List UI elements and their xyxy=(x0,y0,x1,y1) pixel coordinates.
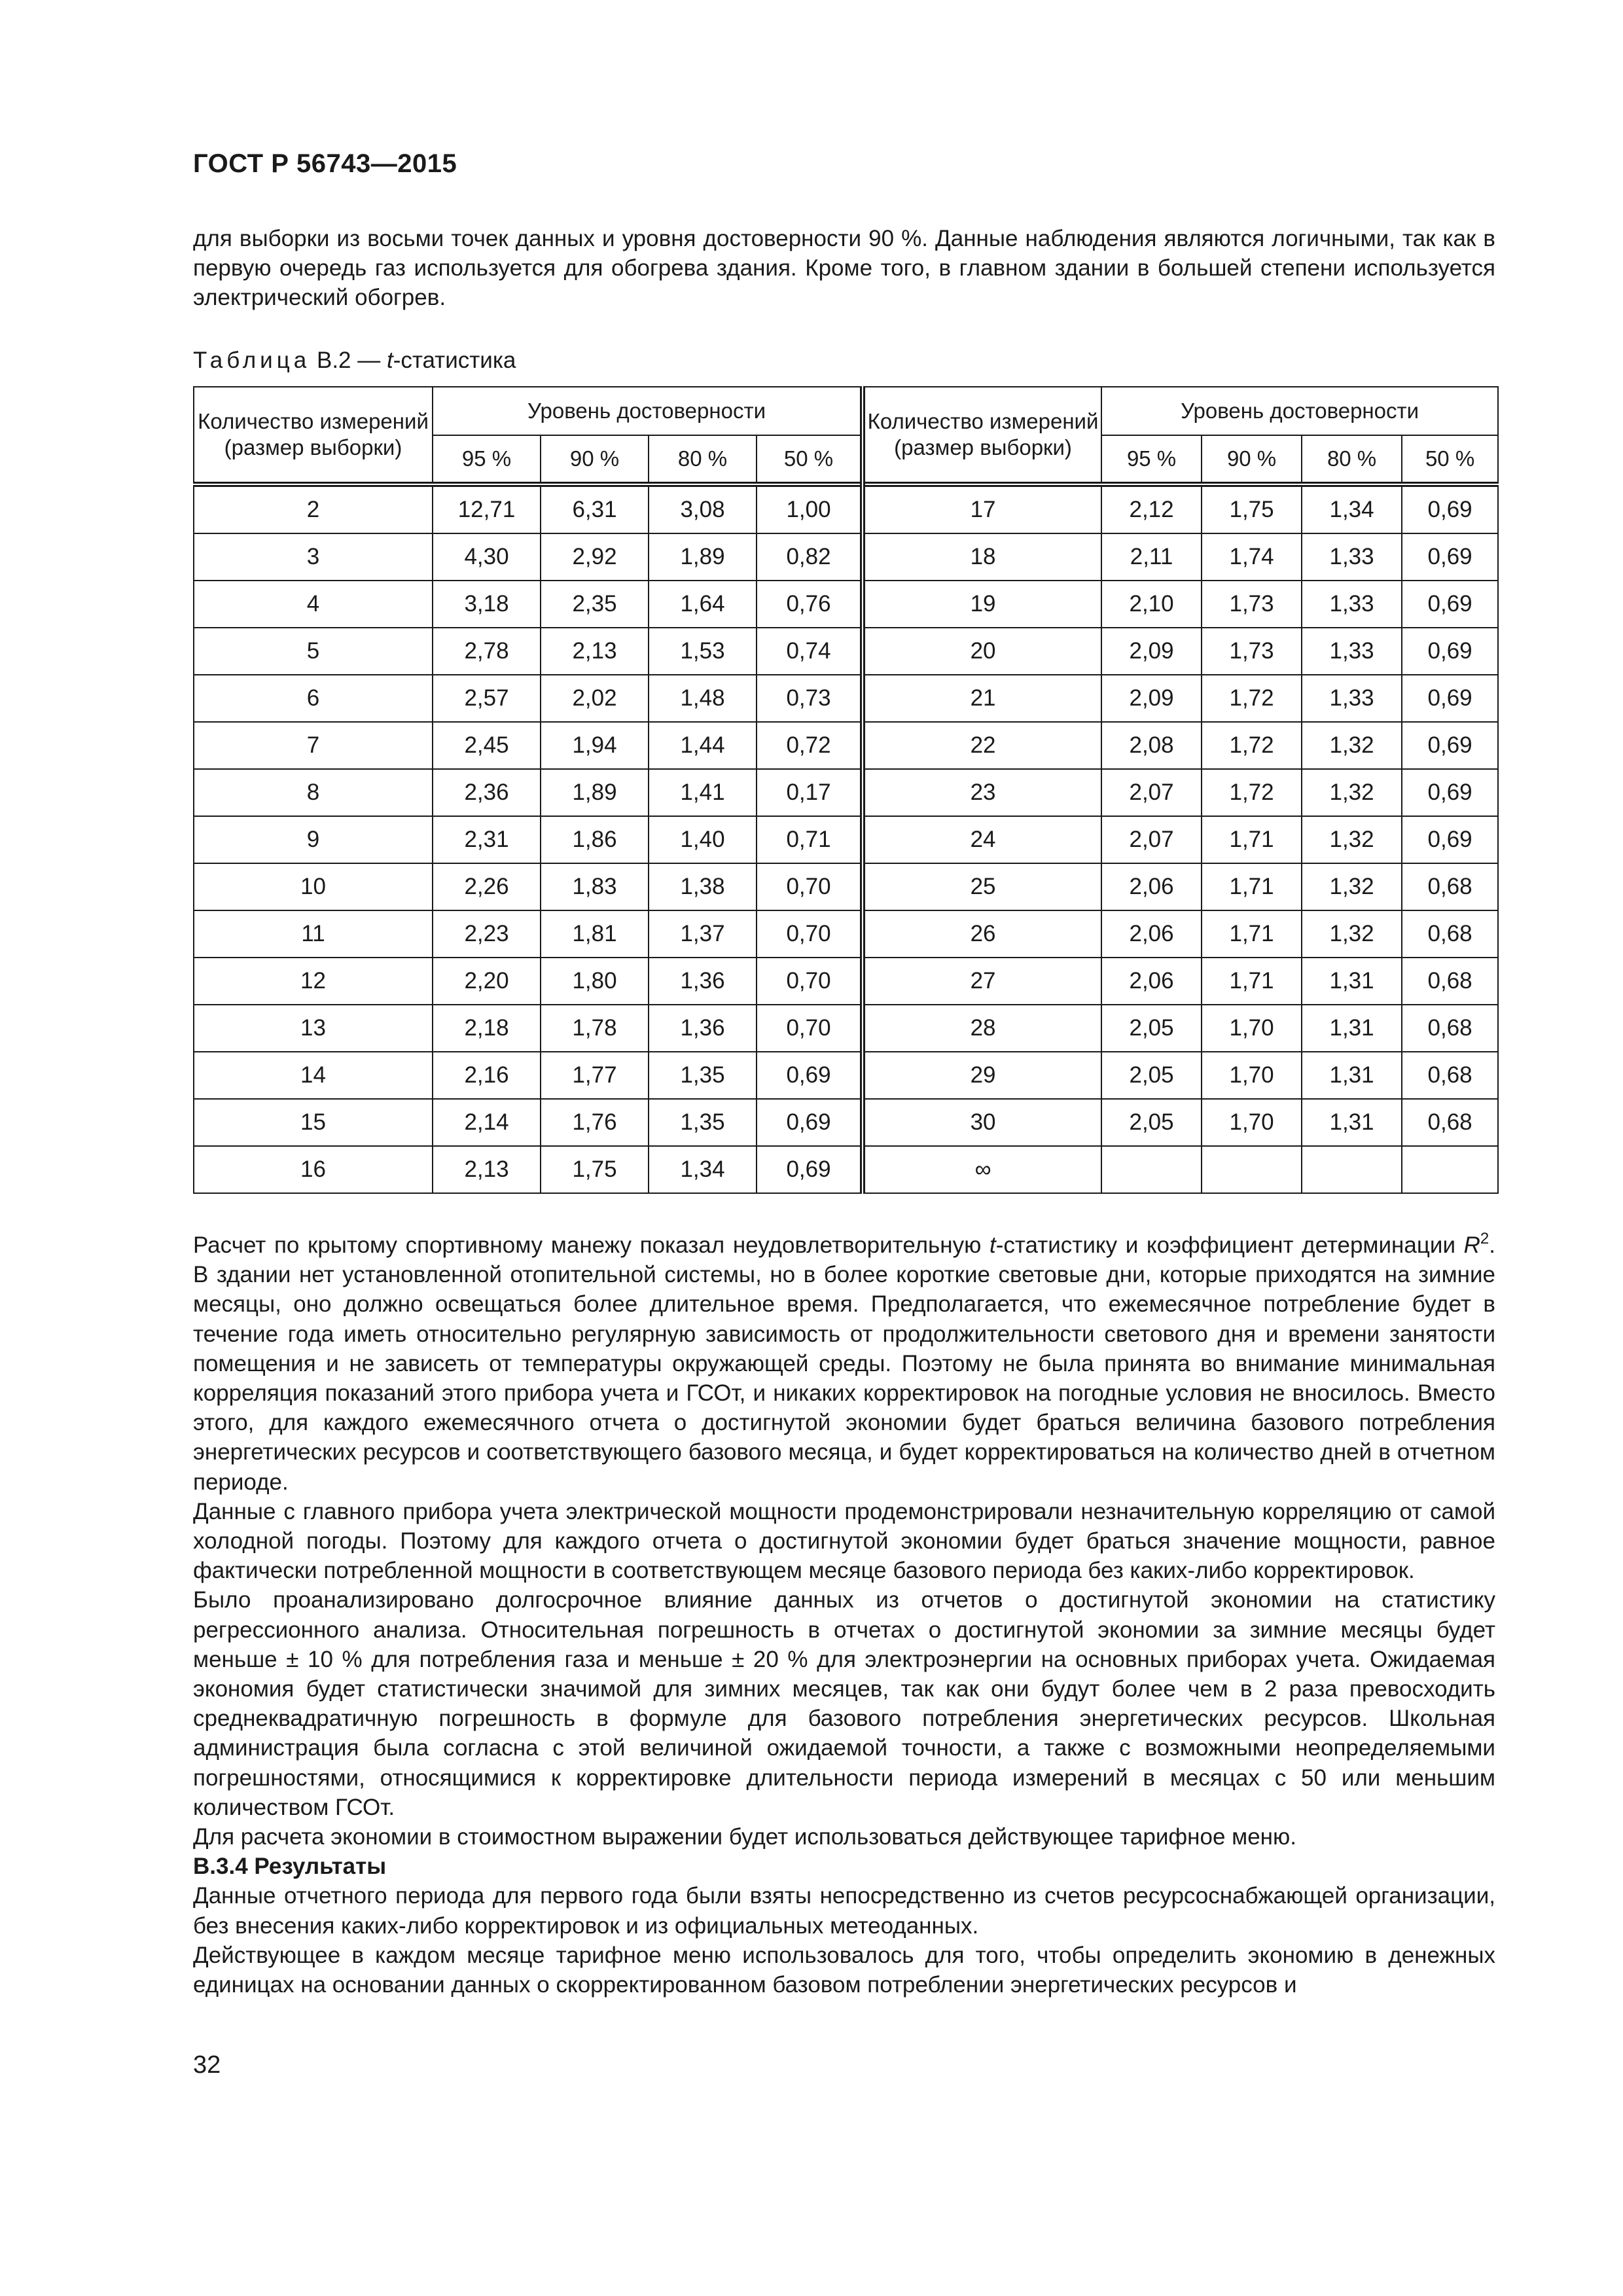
cell-value-left: 1,94 xyxy=(541,722,649,769)
table-row xyxy=(194,958,1498,1005)
body-paragraph-5: Данные отчетного периода для первого года были взяты непосредственно из счетов ресурсоснабжающей организации, без внесения каких-либо корректировок и из официальных метеоданных. xyxy=(193,1883,1495,1939)
cell-value-right: 1,32 xyxy=(1302,769,1402,816)
cell-value-left: 2,16 xyxy=(433,1052,541,1099)
cell-value-left: 1,89 xyxy=(541,769,649,816)
cell-value-right: 1,70 xyxy=(1202,1052,1302,1099)
cell-value-left: 2,13 xyxy=(541,628,649,675)
cell-value-right: 2,09 xyxy=(1101,628,1202,675)
cell-value-right: 1,73 xyxy=(1202,581,1302,628)
header-level-95-left: 95 % xyxy=(433,435,541,484)
table-row xyxy=(194,1052,1498,1099)
cell-value-right: 0,68 xyxy=(1402,1099,1498,1146)
cell-value-left: 1,37 xyxy=(649,910,757,958)
cell-value-left: 1,86 xyxy=(541,816,649,863)
cell-value-right: 1,31 xyxy=(1302,1005,1402,1052)
cell-sample-size-left: 10 xyxy=(194,863,433,910)
cell-value-right: 1,32 xyxy=(1302,910,1402,958)
cell-value-left: 0,70 xyxy=(757,958,863,1005)
header-level-right: Уровень достоверности xyxy=(1101,387,1498,435)
cell-value-left: 2,14 xyxy=(433,1099,541,1146)
cell-value-left: 1,81 xyxy=(541,910,649,958)
cell-value-left: 2,78 xyxy=(433,628,541,675)
cell-value-left: 0,74 xyxy=(757,628,863,675)
cell-value-right: 1,73 xyxy=(1202,628,1302,675)
cell-value-right: 2,06 xyxy=(1101,910,1202,958)
cell-value-left: 1,34 xyxy=(649,1146,757,1193)
table-row xyxy=(194,863,1498,910)
cell-sample-size-left: 8 xyxy=(194,769,433,816)
cell-value-left: 2,20 xyxy=(433,958,541,1005)
page-number: 32 xyxy=(193,2051,221,2079)
cell-value-left: 1,38 xyxy=(649,863,757,910)
cell-value-left: 1,76 xyxy=(541,1099,649,1146)
header-level-50-right: 50 % xyxy=(1402,435,1498,484)
cell-sample-size-left: 16 xyxy=(194,1146,433,1193)
cell-value-left: 1,89 xyxy=(649,533,757,581)
body-p1-t: t xyxy=(990,1232,996,1258)
cell-value-left: 1,48 xyxy=(649,675,757,722)
cell-value-left: 0,82 xyxy=(757,533,863,581)
cell-value-left: 0,70 xyxy=(757,863,863,910)
cell-value-left: 0,70 xyxy=(757,910,863,958)
cell-value-right: 0,69 xyxy=(1402,533,1498,581)
table-caption-number: В.2 — xyxy=(316,348,387,373)
cell-value-right: 1,71 xyxy=(1202,816,1302,863)
table-caption-rest: -статистика xyxy=(393,348,516,373)
cell-value-right: 1,71 xyxy=(1202,958,1302,1005)
cell-value-right: 1,33 xyxy=(1302,581,1402,628)
cell-sample-size-right: 21 xyxy=(863,675,1101,722)
cell-value-right: 2,11 xyxy=(1101,533,1202,581)
cell-value-right: 2,09 xyxy=(1101,675,1202,722)
cell-value-left: 2,02 xyxy=(541,675,649,722)
table-caption-t: t xyxy=(386,348,393,373)
table-caption-prefix: Таблица xyxy=(193,348,311,373)
cell-sample-size-right: 28 xyxy=(863,1005,1101,1052)
cell-value-left: 0,69 xyxy=(757,1052,863,1099)
cell-value-right: 0,68 xyxy=(1402,958,1498,1005)
cell-value-right: 1,33 xyxy=(1302,628,1402,675)
table-body xyxy=(194,484,1498,1193)
cell-value-left: 0,17 xyxy=(757,769,863,816)
cell-value-right: 2,06 xyxy=(1101,863,1202,910)
cell-sample-size-right: 24 xyxy=(863,816,1101,863)
table-row xyxy=(194,910,1498,958)
cell-sample-size-right: 20 xyxy=(863,628,1101,675)
cell-value-right: 1,72 xyxy=(1202,675,1302,722)
cell-value-right: 1,31 xyxy=(1302,1099,1402,1146)
header-level-50-left: 50 % xyxy=(757,435,863,484)
cell-value-left: 0,71 xyxy=(757,816,863,863)
cell-value-right: 2,05 xyxy=(1101,1052,1202,1099)
table-row xyxy=(194,675,1498,722)
cell-value-left: 2,45 xyxy=(433,722,541,769)
cell-value-right: 1,34 xyxy=(1302,484,1402,533)
body-paragraph-4: Для расчета экономии в стоимостном выражении будет использоваться действующее тарифное меню. xyxy=(193,1824,1296,1850)
cell-value-right xyxy=(1302,1146,1402,1193)
header-level-90-left: 90 % xyxy=(541,435,649,484)
cell-value-left: 1,36 xyxy=(649,1005,757,1052)
cell-sample-size-right: 17 xyxy=(863,484,1101,533)
cell-sample-size-right: 30 xyxy=(863,1099,1101,1146)
cell-sample-size-right: 18 xyxy=(863,533,1101,581)
cell-value-left: 2,26 xyxy=(433,863,541,910)
cell-value-right: 0,69 xyxy=(1402,769,1498,816)
table-row xyxy=(194,484,1498,533)
cell-value-left: 0,69 xyxy=(757,1146,863,1193)
cell-value-left: 1,35 xyxy=(649,1052,757,1099)
body-p1-r: R xyxy=(1463,1232,1480,1258)
table-row xyxy=(194,533,1498,581)
cell-value-right: 0,69 xyxy=(1402,628,1498,675)
body-paragraph-2: Данные с главного прибора учета электрической мощности продемонстрировали незначительную корреляцию от самой холодной погоды. Поэтому для каждого отчета о достигнутой экономии будет браться значение мощности, равное фактически потребленной мощности в соответствующем месяце базового периода без каких-либо корректировок. xyxy=(193,1498,1495,1584)
cell-value-left: 1,41 xyxy=(649,769,757,816)
cell-value-right: 1,75 xyxy=(1202,484,1302,533)
cell-value-left: 2,31 xyxy=(433,816,541,863)
cell-value-right: 0,68 xyxy=(1402,1052,1498,1099)
cell-value-left: 3,18 xyxy=(433,581,541,628)
cell-value-left: 1,53 xyxy=(649,628,757,675)
cell-value-left: 4,30 xyxy=(433,533,541,581)
cell-value-right: 1,72 xyxy=(1202,769,1302,816)
cell-value-left: 0,73 xyxy=(757,675,863,722)
cell-sample-size-right: 25 xyxy=(863,863,1101,910)
cell-value-left: 2,92 xyxy=(541,533,649,581)
cell-sample-size-left: 3 xyxy=(194,533,433,581)
cell-value-left: 1,80 xyxy=(541,958,649,1005)
cell-value-right: 2,08 xyxy=(1101,722,1202,769)
cell-value-left: 2,57 xyxy=(433,675,541,722)
cell-value-right: 1,70 xyxy=(1202,1099,1302,1146)
cell-value-right: 0,68 xyxy=(1402,1005,1498,1052)
cell-value-right: 0,69 xyxy=(1402,581,1498,628)
cell-value-right xyxy=(1402,1146,1498,1193)
cell-value-left: 1,83 xyxy=(541,863,649,910)
body-paragraph-6: Действующее в каждом месяце тарифное меню использовалось для того, чтобы определить экономию в денежных единицах на основании данных о скорректированном базовом потреблении энергетических ресурсов и xyxy=(193,1942,1495,1998)
table-row xyxy=(194,628,1498,675)
cell-value-right: 1,33 xyxy=(1302,675,1402,722)
body-p1-text-b: -статистику и коэффициент детерминации xyxy=(995,1232,1464,1258)
cell-value-right: 1,71 xyxy=(1202,910,1302,958)
cell-value-left: 1,40 xyxy=(649,816,757,863)
cell-value-right: 0,69 xyxy=(1402,722,1498,769)
body-p1-text-c: . В здании нет установленной отопительной системы, но в более короткие световые дни, которые приходятся на зимние месяцы, оно должно освещаться более длительное время. Предполагается, что ежемесячное потребление будет в течение года иметь относительно регулярную зависимость от продолжительности светового дня и времени занятости помещения и не зависеть от температуры окружающей среды. Поэтому не была принята во внимание минимальная корреляция показаний этого прибора учета и ГСОт, и никаких корректировок на погодные условия не вносилось. Вместо этого, для каждого ежемесячного отчета о достигнутой экономии будет браться величина базового потребления энергетических ресурсов и соответствующего базового месяца, и будет корректироваться на количество дней в отчетном периоде. xyxy=(193,1232,1495,1495)
table-row xyxy=(194,722,1498,769)
cell-value-right: 2,07 xyxy=(1101,816,1202,863)
cell-value-right: 2,06 xyxy=(1101,958,1202,1005)
cell-value-left: 2,35 xyxy=(541,581,649,628)
cell-value-left: 0,69 xyxy=(757,1099,863,1146)
cell-sample-size-left: 15 xyxy=(194,1099,433,1146)
cell-value-right: 0,69 xyxy=(1402,675,1498,722)
cell-value-right: 1,33 xyxy=(1302,533,1402,581)
cell-value-left: 2,13 xyxy=(433,1146,541,1193)
cell-sample-size-right: 22 xyxy=(863,722,1101,769)
body-paragraph-1 xyxy=(193,1230,1495,1497)
cell-value-left: 1,75 xyxy=(541,1146,649,1193)
cell-value-right: 1,31 xyxy=(1302,1052,1402,1099)
header-level-left: Уровень достоверности xyxy=(433,387,863,435)
cell-value-right xyxy=(1101,1146,1202,1193)
cell-value-right: 1,72 xyxy=(1202,722,1302,769)
header-qty-right: Количество измерений (размер выборки) xyxy=(863,387,1101,484)
cell-sample-size-left: 13 xyxy=(194,1005,433,1052)
cell-sample-size-left: 7 xyxy=(194,722,433,769)
body-text xyxy=(193,1230,1495,2000)
cell-value-left: 1,77 xyxy=(541,1052,649,1099)
table-row xyxy=(194,816,1498,863)
cell-value-right: 2,05 xyxy=(1101,1099,1202,1146)
cell-value-left: 1,78 xyxy=(541,1005,649,1052)
cell-sample-size-right: 29 xyxy=(863,1052,1101,1099)
cell-sample-size-left: 11 xyxy=(194,910,433,958)
cell-value-left: 1,35 xyxy=(649,1099,757,1146)
cell-value-left: 1,36 xyxy=(649,958,757,1005)
table-row xyxy=(194,769,1498,816)
cell-sample-size-left: 9 xyxy=(194,816,433,863)
cell-value-left: 12,71 xyxy=(433,484,541,533)
cell-value-right: 0,68 xyxy=(1402,863,1498,910)
table-row xyxy=(194,581,1498,628)
t-statistic-table xyxy=(193,386,1499,1194)
cell-sample-size-left: 14 xyxy=(194,1052,433,1099)
document-header: ГОСТ Р 56743—2015 xyxy=(193,149,457,178)
table-row xyxy=(194,1005,1498,1052)
cell-value-right: 1,74 xyxy=(1202,533,1302,581)
cell-value-left: 0,76 xyxy=(757,581,863,628)
header-level-80-left: 80 % xyxy=(649,435,757,484)
cell-sample-size-left: 2 xyxy=(194,484,433,533)
cell-sample-size-right: 26 xyxy=(863,910,1101,958)
cell-value-left: 3,08 xyxy=(649,484,757,533)
cell-sample-size-right: 27 xyxy=(863,958,1101,1005)
cell-value-right: 2,05 xyxy=(1101,1005,1202,1052)
body-p1-sup: 2 xyxy=(1480,1230,1489,1247)
cell-value-right: 1,70 xyxy=(1202,1005,1302,1052)
cell-value-right: 2,10 xyxy=(1101,581,1202,628)
header-qty-left: Количество измерений (размер выборки) xyxy=(194,387,433,484)
cell-value-left: 0,72 xyxy=(757,722,863,769)
cell-value-right: 0,69 xyxy=(1402,484,1498,533)
cell-value-right: 1,71 xyxy=(1202,863,1302,910)
table-row xyxy=(194,1099,1498,1146)
header-level-95-right: 95 % xyxy=(1101,435,1202,484)
cell-sample-size-right: 19 xyxy=(863,581,1101,628)
cell-value-right: 0,69 xyxy=(1402,816,1498,863)
cell-value-left: 2,23 xyxy=(433,910,541,958)
header-level-90-right: 90 % xyxy=(1202,435,1302,484)
cell-value-left: 0,70 xyxy=(757,1005,863,1052)
cell-value-right: 2,12 xyxy=(1101,484,1202,533)
cell-value-left: 2,18 xyxy=(433,1005,541,1052)
cell-value-left: 1,00 xyxy=(757,484,863,533)
cell-value-right xyxy=(1202,1146,1302,1193)
cell-value-right: 2,07 xyxy=(1101,769,1202,816)
cell-value-left: 6,31 xyxy=(541,484,649,533)
body-p1-text-a: Расчет по крытому спортивному манежу показал неудовлетворительную xyxy=(193,1232,990,1258)
cell-value-right: 1,32 xyxy=(1302,816,1402,863)
cell-sample-size-right: 23 xyxy=(863,769,1101,816)
cell-value-left: 1,64 xyxy=(649,581,757,628)
cell-sample-size-left: 12 xyxy=(194,958,433,1005)
cell-sample-size-left: 6 xyxy=(194,675,433,722)
section-heading-results: В.3.4 Результаты xyxy=(193,1854,387,1880)
cell-sample-size-left: 4 xyxy=(194,581,433,628)
intro-paragraph: для выборки из восьми точек данных и уровня достоверности 90 %. Данные наблюдения являются логичными, так как в первую очередь газ используется для обогрева здания. Кроме того, в главном здании в большей степени используется электрический обогрев. xyxy=(193,226,1495,311)
header-level-80-right: 80 % xyxy=(1302,435,1402,484)
cell-sample-size-right: ∞ xyxy=(863,1146,1101,1193)
cell-value-left: 2,36 xyxy=(433,769,541,816)
cell-value-right: 1,31 xyxy=(1302,958,1402,1005)
cell-value-right: 0,68 xyxy=(1402,910,1498,958)
table-row xyxy=(194,1146,1498,1193)
table-caption xyxy=(193,346,516,375)
body-paragraph-3: Было проанализировано долгосрочное влияние данных из отчетов о достигнутой экономии на статистику регрессионного анализа. Относительная погрешность в отчетах о достигнутой экономии за зимние месяцы будет меньше ± 10 % для потребления газа и меньше ± 20 % для электроэнергии на основных приборах учета. Ожидаемая экономия будет статистически значимой для зимних месяцев, так как они будут более чем в 2 раза превосходить среднеквадратичную погрешность в формуле для базового потребления энергетических ресурсов. Школьная администрация была согласна с этой величиной ожидаемой точности, а также с возможными неопределяемыми погрешностями, относящимися к корректировке длительности периода измерений в месяцах с 50 или меньшим количеством ГСОт. xyxy=(193,1587,1495,1820)
cell-value-right: 1,32 xyxy=(1302,722,1402,769)
cell-sample-size-left: 5 xyxy=(194,628,433,675)
cell-value-right: 1,32 xyxy=(1302,863,1402,910)
cell-value-left: 1,44 xyxy=(649,722,757,769)
